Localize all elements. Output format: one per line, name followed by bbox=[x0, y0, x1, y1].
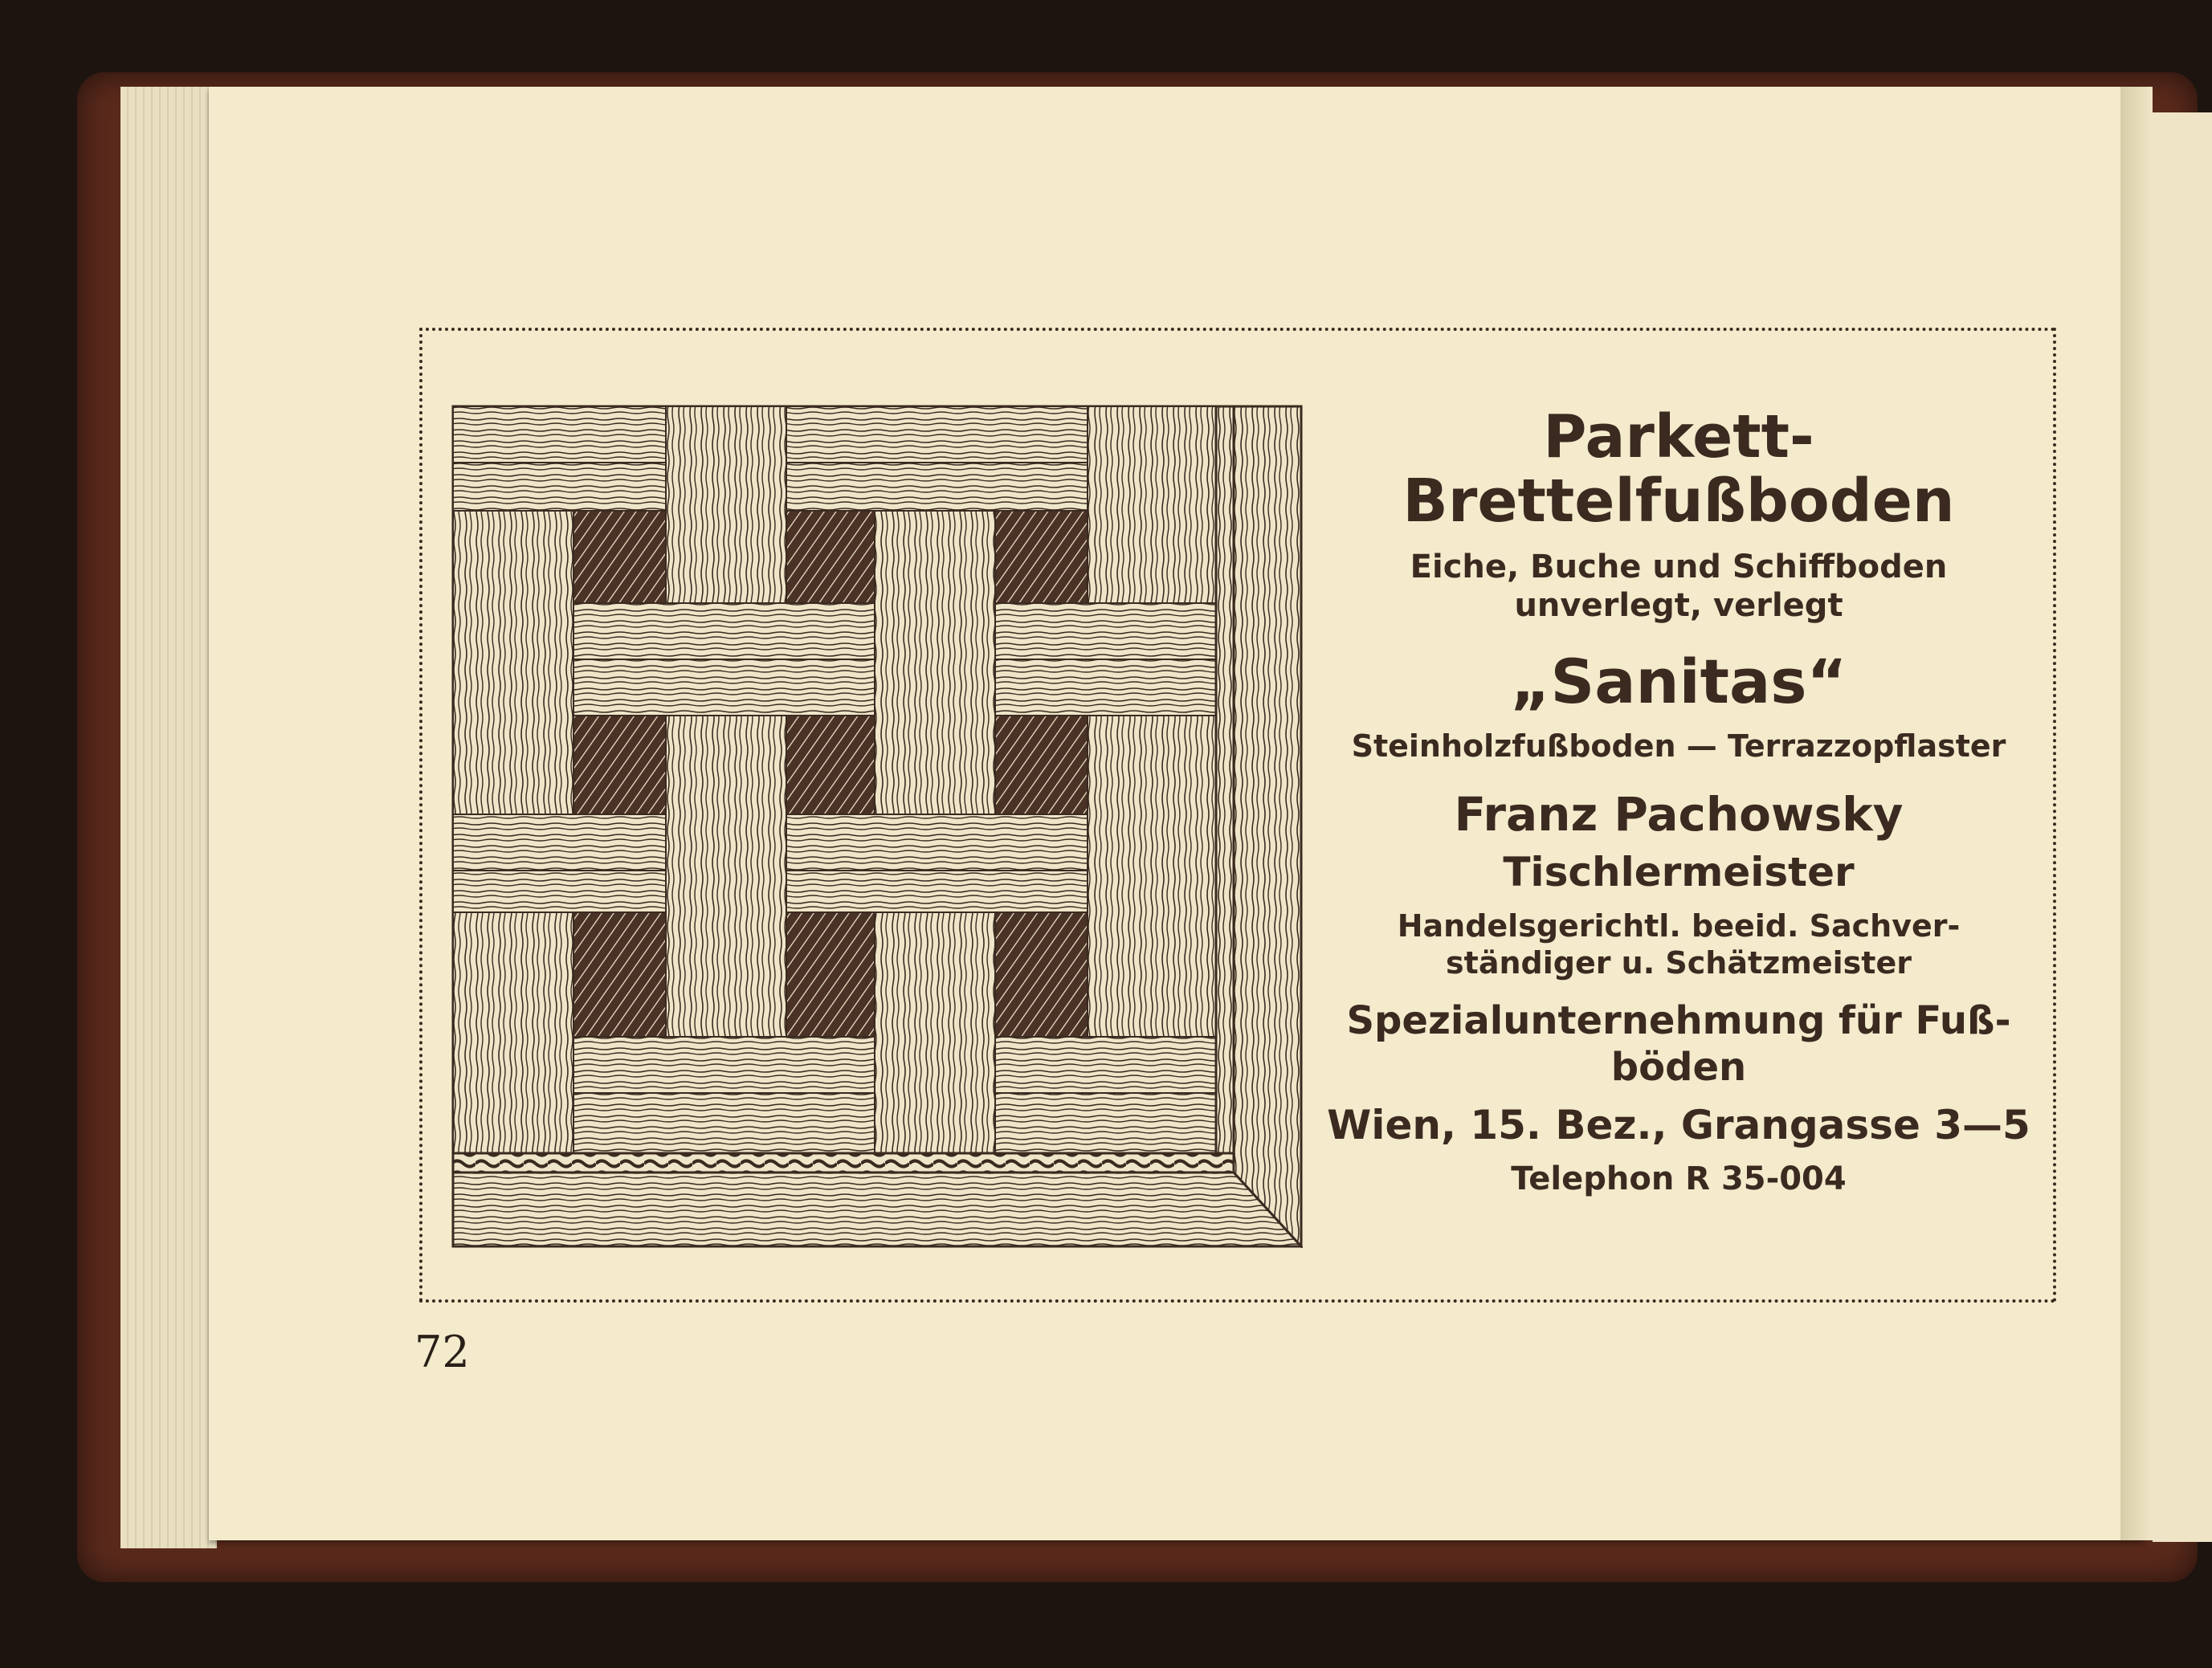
parquet-floor-illustration bbox=[451, 405, 1303, 1248]
ad-specialty-line1: Spezialunternehmung für Fuß- bbox=[1346, 998, 2011, 1043]
ad-certification-line1: Handelsgerichtl. beeid. Sachver- bbox=[1397, 908, 1961, 944]
ad-certification-line2: ständiger u. Schätzmeister bbox=[1446, 945, 1912, 981]
book-gutter bbox=[2120, 87, 2153, 1540]
ad-specialty-line2: böden bbox=[1610, 1045, 1747, 1090]
ad-title-line2: Brettelfußboden bbox=[1402, 467, 1955, 536]
ad-subtitle-line1: Eiche, Buche und Schiffboden bbox=[1410, 549, 1948, 585]
ad-products: Steinholzfußboden — Terrazzopflaster bbox=[1351, 728, 2006, 764]
ad-phone: Telephon R 35-004 bbox=[1511, 1160, 1847, 1197]
facing-page-edge bbox=[2153, 112, 2212, 1542]
page-edges bbox=[120, 87, 217, 1548]
ad-title-line1: Parkett- bbox=[1543, 402, 1814, 471]
ad-subtitle-line2: unverlegt, verlegt bbox=[1514, 587, 1843, 624]
page-number: 72 bbox=[414, 1327, 470, 1377]
ad-brand: „Sanitas“ bbox=[1510, 646, 1847, 717]
ad-owner: Franz Pachowsky bbox=[1454, 787, 1904, 842]
ad-trade: Tischlermeister bbox=[1503, 849, 1855, 895]
ad-address: Wien, 15. Bez., Grangasse 3—5 bbox=[1327, 1102, 2030, 1148]
advertisement-text bbox=[1317, 385, 2040, 1253]
